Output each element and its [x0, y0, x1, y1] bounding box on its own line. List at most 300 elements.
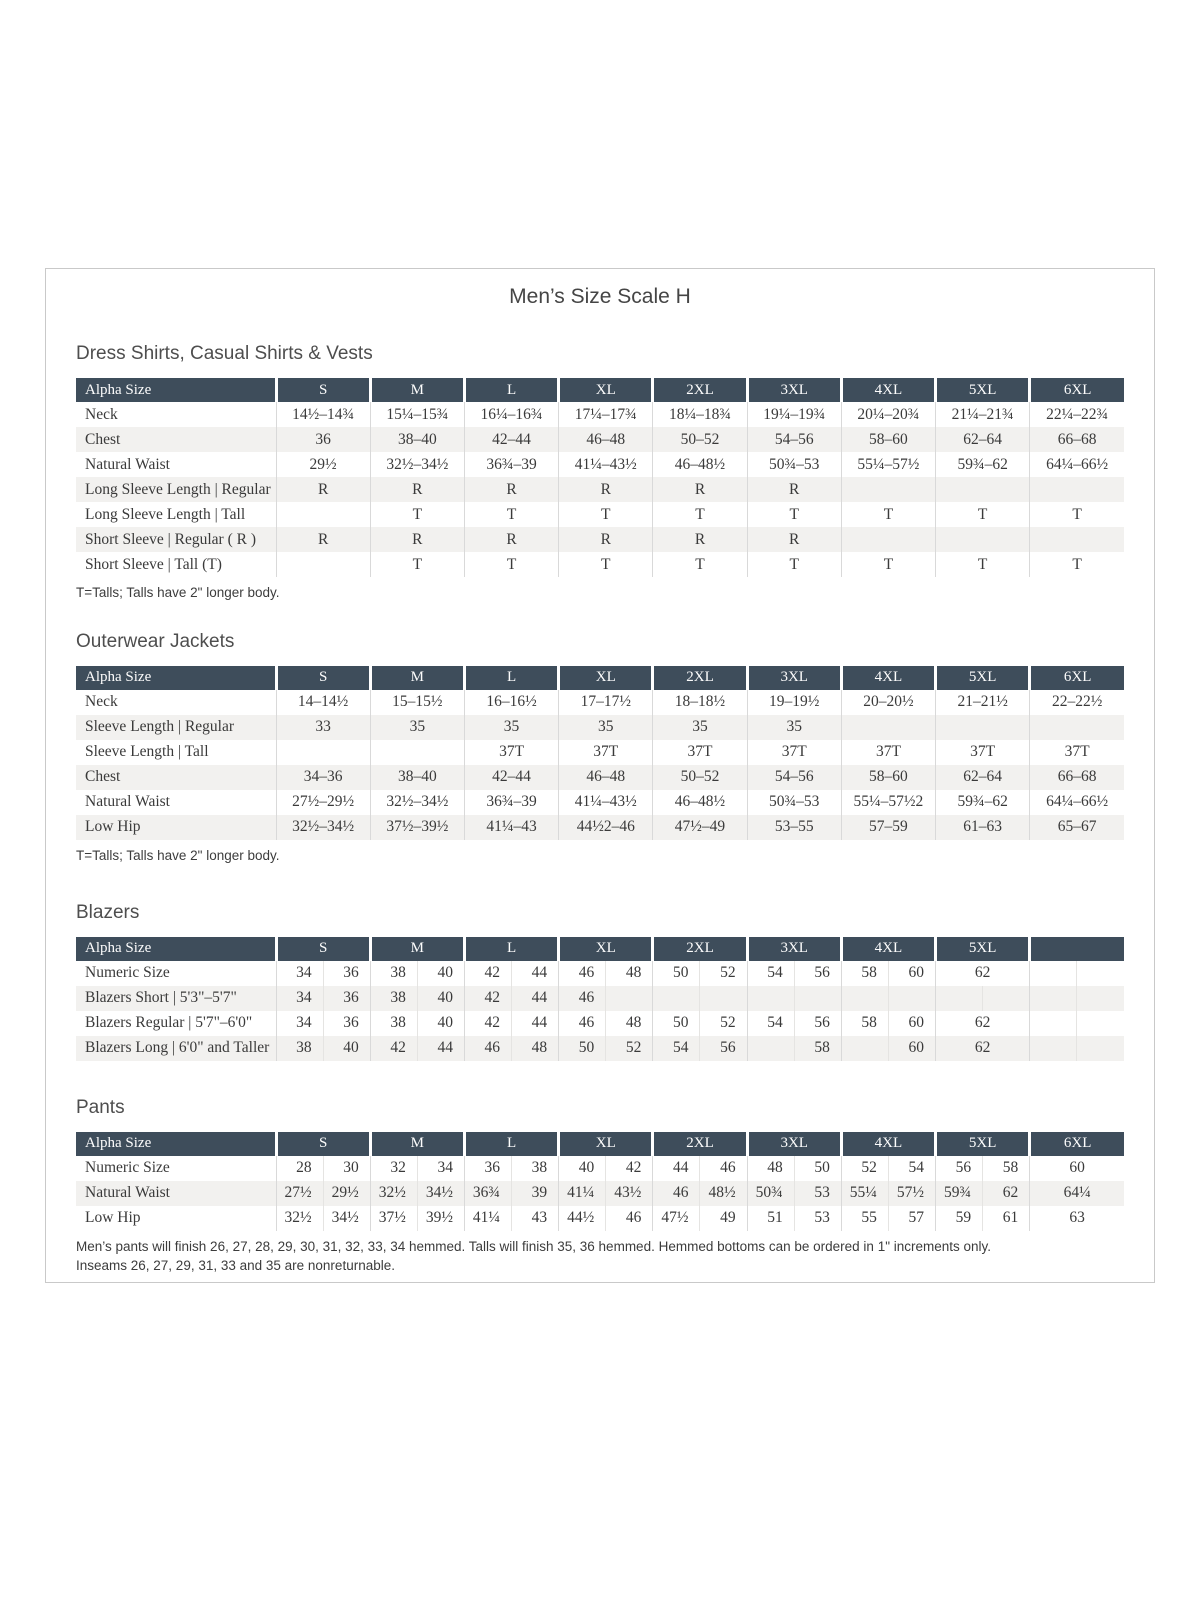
column-header: 4XL [841, 1132, 935, 1156]
table-row [76, 1011, 1124, 1036]
table-cell: 36¾ [464, 1181, 511, 1206]
table-row [76, 1036, 1124, 1061]
row-label: Numeric Size [85, 964, 170, 982]
table-cell: 34½ [323, 1206, 370, 1231]
table-header-row [76, 1132, 1124, 1156]
column-header: M [370, 666, 464, 690]
page-title: Men’s Size Scale H [509, 285, 691, 308]
column-header: 6XL [1030, 1132, 1124, 1156]
table-cell: 36 [464, 1156, 511, 1181]
table-cell: R [276, 477, 370, 502]
column-header: 4XL [841, 937, 935, 961]
column-header: 3XL [747, 666, 841, 690]
table-cell: R [370, 477, 464, 502]
size-table-outerwear-jackets [76, 666, 1124, 840]
table-cell: 61–63 [936, 815, 1030, 840]
table-row [76, 715, 1124, 740]
table-cell: 48 [606, 1011, 653, 1036]
table-cell [276, 740, 370, 765]
size-table-pants [76, 1132, 1124, 1231]
table-cell: 35 [370, 715, 464, 740]
table-cell [983, 986, 1030, 1011]
table-cell: R [559, 477, 653, 502]
section-heading-pants: Pants [76, 1096, 125, 1118]
table-row [76, 527, 1124, 552]
section-heading-blazers: Blazers [76, 901, 140, 923]
table-cell: 50 [559, 1036, 606, 1061]
table-cell: 34 [276, 1011, 323, 1036]
row-label: Blazers Regular | 5'7"–6'0" [85, 1014, 253, 1032]
table-cell: 40 [417, 986, 464, 1011]
table-cell: T [841, 502, 935, 527]
table-cell: 57–59 [841, 815, 935, 840]
table-cell [1077, 1036, 1124, 1061]
footnote-outerwear-jackets [76, 847, 1124, 866]
table-cell: 40 [417, 1011, 464, 1036]
table-cell: 42 [370, 1036, 417, 1061]
table-cell: 35 [747, 715, 841, 740]
table-cell: 42–44 [464, 765, 558, 790]
footnote-line: T=Talls; Talls have 2" longer body. [76, 585, 280, 600]
table-cell: 29½ [276, 452, 370, 477]
table-cell: T [747, 502, 841, 527]
column-header: 5XL [936, 378, 1030, 402]
table-cell: 27½ [276, 1181, 323, 1206]
table-cell: 50¾ [747, 1181, 794, 1206]
table-row [76, 1181, 1124, 1206]
section-heading-dress-shirts: Dress Shirts, Casual Shirts & Vests [76, 343, 373, 364]
table-cell: 22–22½ [1030, 690, 1124, 715]
table-header-row [76, 666, 1124, 690]
table-cell: 38 [276, 1036, 323, 1061]
table-cell: 40 [417, 961, 464, 986]
table-cell: T [1030, 552, 1124, 577]
table-cell: 58–60 [841, 427, 935, 452]
table-cell: 58–60 [841, 765, 935, 790]
table-row [76, 815, 1124, 840]
table-cell: 17–17½ [559, 690, 653, 715]
table-cell: T [1030, 502, 1124, 527]
column-header: XL [559, 666, 653, 690]
table-cell: 32½–34½ [370, 790, 464, 815]
table-cell [841, 1036, 888, 1061]
section-outerwear-jackets [76, 631, 1124, 866]
row-label: Short Sleeve | Regular ( R ) [85, 530, 256, 548]
column-header: S [276, 378, 370, 402]
table-cell: 49 [700, 1206, 747, 1231]
table-cell: 21¼–21¾ [936, 402, 1030, 427]
table-cell: 48 [512, 1036, 559, 1061]
table-cell: 53 [794, 1206, 841, 1231]
table-cell: 33 [276, 715, 370, 740]
column-header: 2XL [653, 1132, 747, 1156]
table-cell: 50 [653, 1011, 700, 1036]
table-cell [1030, 527, 1124, 552]
table-cell: 14–14½ [276, 690, 370, 715]
row-label: Natural Waist [85, 455, 170, 473]
table-cell: 36¾–39 [464, 452, 558, 477]
table-cell: 46 [559, 961, 606, 986]
size-chart-sheet [45, 268, 1155, 1283]
table-cell: 38 [370, 961, 417, 986]
table-row [76, 986, 1124, 1011]
column-header: XL [559, 937, 653, 961]
table-cell: 20¼–20¾ [841, 402, 935, 427]
table-cell: 60 [888, 1036, 935, 1061]
table-cell: 37T [747, 740, 841, 765]
table-cell: 50–52 [653, 765, 747, 790]
column-header-alpha-size: Alpha Size [76, 937, 276, 961]
row-label: Neck [85, 405, 118, 423]
table-cell: 43½ [606, 1181, 653, 1206]
table-cell: 32½–34½ [370, 452, 464, 477]
table-cell: 36¾–39 [464, 790, 558, 815]
table-cell: 37T [464, 740, 558, 765]
table-cell: 17¼–17¾ [559, 402, 653, 427]
row-label: Neck [85, 693, 118, 711]
table-cell: 46 [559, 1011, 606, 1036]
column-header-alpha-size: Alpha Size [76, 1132, 276, 1156]
table-cell [1030, 961, 1077, 986]
table-row [76, 765, 1124, 790]
row-label: Chest [85, 430, 121, 448]
table-cell: 46 [700, 1156, 747, 1181]
table-cell: 66–68 [1030, 765, 1124, 790]
table-cell: 56 [794, 961, 841, 986]
table-cell: 47½ [653, 1206, 700, 1231]
table-cell [841, 527, 935, 552]
section-heading-outerwear-jackets: Outerwear Jackets [76, 630, 235, 652]
column-header: 4XL [841, 666, 935, 690]
table-cell: 62 [936, 1011, 1030, 1036]
footnote-line: Men’s pants will finish 26, 27, 28, 29, 30, 31, 32, 33, 34 hemmed. Talls will finish 35, 36 hemmed. Hemmed bottoms can be ordered in 1" increments only. [76, 1238, 992, 1254]
size-table-dress-shirts [76, 378, 1124, 577]
table-cell: 20–20½ [841, 690, 935, 715]
table-cell: 37T [559, 740, 653, 765]
column-header: M [370, 1132, 464, 1156]
section-blazers [76, 902, 1124, 1061]
table-cell: 38–40 [370, 427, 464, 452]
column-header: 5XL [936, 937, 1030, 961]
table-cell: 19–19½ [747, 690, 841, 715]
table-cell: 46–48 [559, 427, 653, 452]
table-cell: 46–48½ [653, 790, 747, 815]
table-cell: 52 [606, 1036, 653, 1061]
row-label: Long Sleeve Length | Regular [85, 480, 271, 498]
column-header: XL [559, 1132, 653, 1156]
table-cell: 32½ [370, 1181, 417, 1206]
table-cell: 34 [276, 986, 323, 1011]
table-cell: 39 [512, 1181, 559, 1206]
column-header: S [276, 937, 370, 961]
column-header: L [464, 378, 558, 402]
column-header: 2XL [653, 666, 747, 690]
table-row [76, 961, 1124, 986]
row-label: Short Sleeve | Tall (T) [85, 555, 222, 573]
table-cell: 53–55 [747, 815, 841, 840]
table-cell: T [747, 552, 841, 577]
footnote-dress-shirts [76, 584, 1124, 603]
column-header: 3XL [747, 378, 841, 402]
table-cell [747, 1036, 794, 1061]
table-cell [841, 477, 935, 502]
table-cell: T [370, 552, 464, 577]
table-cell: 27½–29½ [276, 790, 370, 815]
column-header-alpha-size: Alpha Size [76, 666, 276, 690]
table-cell: 39½ [417, 1206, 464, 1231]
table-cell: 46–48 [559, 765, 653, 790]
table-cell: 65–67 [1030, 815, 1124, 840]
table-cell [841, 715, 935, 740]
table-cell: 29½ [323, 1181, 370, 1206]
table-cell: 55¼–57½ [841, 452, 935, 477]
table-cell: 14½–14¾ [276, 402, 370, 427]
table-cell: 64¼–66½ [1030, 790, 1124, 815]
table-row [76, 452, 1124, 477]
table-cell: 32 [370, 1156, 417, 1181]
table-cell: 36 [276, 427, 370, 452]
table-cell: R [747, 527, 841, 552]
table-cell: T [841, 552, 935, 577]
table-cell: 48 [747, 1156, 794, 1181]
table-cell: 52 [700, 961, 747, 986]
row-label: Natural Waist [85, 793, 170, 811]
column-header: S [276, 1132, 370, 1156]
table-cell: 18–18½ [653, 690, 747, 715]
column-header: L [464, 666, 558, 690]
table-cell: 34 [276, 961, 323, 986]
table-cell: 32½–34½ [276, 815, 370, 840]
table-cell: 40 [559, 1156, 606, 1181]
table-cell [841, 986, 888, 1011]
table-cell: 16¼–16¾ [464, 402, 558, 427]
table-cell: 56 [794, 1011, 841, 1036]
table-cell: 44 [512, 1011, 559, 1036]
table-cell: 28 [276, 1156, 323, 1181]
table-cell: 32½ [276, 1206, 323, 1231]
table-cell: 52 [841, 1156, 888, 1181]
table-cell: 66–68 [1030, 427, 1124, 452]
table-cell: 15¼–15¾ [370, 402, 464, 427]
table-cell: 37T [936, 740, 1030, 765]
table-cell: 54 [888, 1156, 935, 1181]
table-cell [1077, 1011, 1124, 1036]
table-cell: 41¼–43½ [559, 452, 653, 477]
column-header: 3XL [747, 1132, 841, 1156]
table-cell: 46 [606, 1206, 653, 1231]
column-header: S [276, 666, 370, 690]
table-cell: 54 [747, 961, 794, 986]
table-row [76, 1156, 1124, 1181]
row-label: Sleeve Length | Regular [85, 718, 235, 736]
table-header-row [76, 937, 1124, 961]
table-cell: T [936, 502, 1030, 527]
table-cell: T [559, 552, 653, 577]
table-cell: R [653, 477, 747, 502]
column-header: M [370, 378, 464, 402]
column-header: M [370, 937, 464, 961]
table-cell: R [464, 527, 558, 552]
table-cell: R [653, 527, 747, 552]
row-label: Blazers Long | 6'0" and Taller [85, 1039, 270, 1057]
table-cell: 41¼–43 [464, 815, 558, 840]
table-cell: 61 [983, 1206, 1030, 1231]
table-row [76, 502, 1124, 527]
table-cell: 38 [512, 1156, 559, 1181]
column-header: L [464, 937, 558, 961]
table-cell [1030, 1036, 1077, 1061]
table-cell: 58 [794, 1036, 841, 1061]
column-header: L [464, 1132, 558, 1156]
table-cell: 58 [841, 1011, 888, 1036]
table-cell: 41¼ [559, 1181, 606, 1206]
table-cell: T [464, 552, 558, 577]
table-cell: 54–56 [747, 765, 841, 790]
table-cell: 15–15½ [370, 690, 464, 715]
table-cell: 40 [323, 1036, 370, 1061]
column-header [1030, 937, 1124, 961]
table-cell: 37T [841, 740, 935, 765]
table-cell: 38–40 [370, 765, 464, 790]
table-cell [1030, 1011, 1077, 1036]
table-cell: 50–52 [653, 427, 747, 452]
table-cell [370, 740, 464, 765]
table-cell: 48 [606, 961, 653, 986]
row-label: Chest [85, 768, 121, 786]
table-cell [606, 986, 653, 1011]
table-cell: 60 [888, 1011, 935, 1036]
table-cell [1030, 715, 1124, 740]
table-cell: 42 [464, 1011, 511, 1036]
table-cell: 44½ [559, 1206, 606, 1231]
table-cell [276, 552, 370, 577]
table-cell: 42–44 [464, 427, 558, 452]
table-cell: 35 [559, 715, 653, 740]
table-cell: 51 [747, 1206, 794, 1231]
size-table-blazers [76, 937, 1124, 1061]
table-cell: 55 [841, 1206, 888, 1231]
table-header-row [76, 378, 1124, 402]
table-cell: 46 [559, 986, 606, 1011]
table-cell: R [276, 527, 370, 552]
column-header: 2XL [653, 937, 747, 961]
table-cell: 52 [700, 1011, 747, 1036]
table-cell: 63 [1030, 1206, 1124, 1231]
column-header: 6XL [1030, 666, 1124, 690]
table-cell: 44½2–46 [559, 815, 653, 840]
section-dress-shirts [76, 343, 1124, 603]
table-cell: 54–56 [747, 427, 841, 452]
table-row [76, 402, 1124, 427]
table-cell [936, 986, 983, 1011]
table-cell: 62–64 [936, 765, 1030, 790]
footnote-line: Inseams 26, 27, 29, 31, 33 and 35 are nonreturnable. [76, 1257, 395, 1273]
table-cell: 35 [464, 715, 558, 740]
table-row [76, 427, 1124, 452]
table-cell: 36 [323, 961, 370, 986]
column-header: 6XL [1030, 378, 1124, 402]
table-cell [1077, 961, 1124, 986]
table-row [76, 740, 1124, 765]
table-cell: 37T [653, 740, 747, 765]
table-cell: T [464, 502, 558, 527]
table-cell: 50¾–53 [747, 452, 841, 477]
table-cell: 55¼–57½2 [841, 790, 935, 815]
table-row [76, 1206, 1124, 1231]
table-cell: 38 [370, 1011, 417, 1036]
table-row [76, 690, 1124, 715]
table-cell: 58 [841, 961, 888, 986]
column-header: 4XL [841, 378, 935, 402]
table-cell [653, 986, 700, 1011]
table-cell: 44 [417, 1036, 464, 1061]
table-cell: 48½ [700, 1181, 747, 1206]
table-cell [936, 477, 1030, 502]
table-row [76, 477, 1124, 502]
table-cell: T [559, 502, 653, 527]
column-header: XL [559, 378, 653, 402]
table-cell: 36 [323, 1011, 370, 1036]
table-cell: 60 [888, 961, 935, 986]
table-cell: 46 [464, 1036, 511, 1061]
table-cell: 34½ [417, 1181, 464, 1206]
table-cell: 34 [417, 1156, 464, 1181]
table-cell: T [370, 502, 464, 527]
table-cell: 30 [323, 1156, 370, 1181]
column-header: 5XL [936, 1132, 1030, 1156]
table-cell: 59¾ [936, 1181, 983, 1206]
table-cell: 56 [936, 1156, 983, 1181]
table-cell: 37½–39½ [370, 815, 464, 840]
table-cell [936, 715, 1030, 740]
table-cell: 59 [936, 1206, 983, 1231]
table-cell: 41¼ [464, 1206, 511, 1231]
section-pants [76, 1097, 1124, 1276]
table-cell: 62 [936, 1036, 1030, 1061]
table-cell: 53 [794, 1181, 841, 1206]
row-label: Low Hip [85, 1209, 141, 1227]
table-cell: 42 [464, 961, 511, 986]
table-cell: 58 [983, 1156, 1030, 1181]
table-cell: 34–36 [276, 765, 370, 790]
table-cell: 54 [747, 1011, 794, 1036]
table-cell: 62 [936, 961, 1030, 986]
row-label: Blazers Short | 5'3"–5'7" [85, 989, 237, 1007]
table-cell [1030, 986, 1077, 1011]
table-row [76, 552, 1124, 577]
table-cell: 46 [653, 1181, 700, 1206]
table-cell: T [653, 552, 747, 577]
row-label: Long Sleeve Length | Tall [85, 505, 246, 523]
table-row [76, 790, 1124, 815]
table-cell: R [559, 527, 653, 552]
footnote-line: T=Talls; Talls have 2" longer body. [76, 847, 280, 863]
table-cell: 60 [1030, 1156, 1124, 1181]
row-label: Numeric Size [85, 1159, 170, 1177]
table-cell: 64¼ [1030, 1181, 1124, 1206]
column-header: 5XL [936, 666, 1030, 690]
table-cell [747, 986, 794, 1011]
table-cell: 46–48½ [653, 452, 747, 477]
table-cell: 50 [653, 961, 700, 986]
table-cell: R [747, 477, 841, 502]
table-cell: 44 [512, 961, 559, 986]
table-cell: 38 [370, 986, 417, 1011]
table-cell: 35 [653, 715, 747, 740]
table-cell: T [653, 502, 747, 527]
table-cell [276, 502, 370, 527]
table-cell: 54 [653, 1036, 700, 1061]
